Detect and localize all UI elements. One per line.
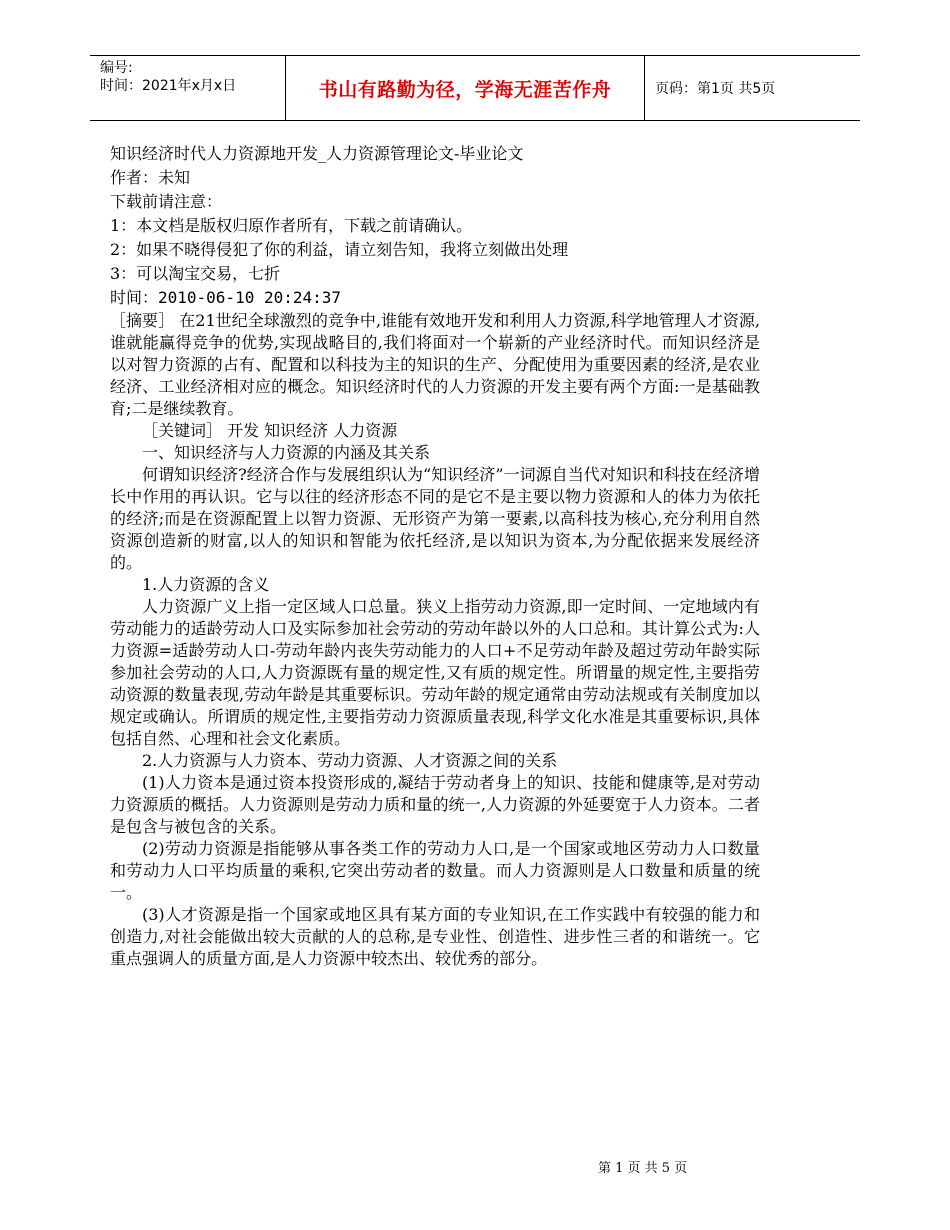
notice-item-3: 3：可以淘宝交易，七折	[110, 264, 281, 283]
subsection2-paragraph-2: (2)劳动力资源是指能够从事各类工作的劳动力人口,是一个国家或地区劳动力人口数量和劳动力人口平均质量的乘积,它突出劳动者的数量。而人力资源则是人口数量和质量的统一。	[110, 839, 760, 902]
keywords-line: ［关键词］ 开发 知识经济 人力资源	[142, 421, 398, 440]
subsection2-heading: 2.人力资源与人力资本、劳动力资源、人才资源之间的关系	[142, 751, 558, 770]
section1-heading: 一、知识经济与人力资源的内涵及其关系	[142, 443, 431, 462]
notice-item-1: 1：本文档是版权归原作者所有，下载之前请确认。	[110, 216, 473, 235]
page-header	[90, 55, 860, 121]
motto-text: 书山有路勤为径，学海无涯苦作舟	[318, 78, 612, 101]
notice-heading: 下载前请注意：	[110, 192, 223, 211]
document-author: 作者：未知	[110, 168, 191, 187]
subsection2-paragraph-1: (1)人力资本是通过资本投资形成的,凝结于劳动者身上的知识、技能和健康等,是对劳动力资源质的概括。人力资源则是劳动力质和量的统一,人力资源的外延要宽于人力资本。二者是包含与被包含的关系。	[110, 773, 760, 836]
serial-label: 编号:	[100, 60, 133, 76]
document-body	[110, 142, 760, 970]
document-title: 知识经济时代人力资源地开发_人力资源管理论文-毕业论文	[110, 144, 524, 163]
subsection1-paragraph: 人力资源广义上指一定区域人口总量。狭义上指劳动力资源,即一定时间、一定地域内有劳动能力的适龄劳动人口及实际参加社会劳动的劳动年龄以外的人口总和。其计算公式为:人力资源=适龄劳动人口-劳动年龄内丧失劳动能力的人口+不足劳动年龄及超过劳动年龄实际参加社会劳动的人口,人力资源既有量的规定性,又有质的规定性。所谓量的规定性,主要指劳动资源的数量表现,劳动年龄是其重要标识。劳动年龄的规定通常由劳动法规或有关制度加以规定或确认。所谓质的规定性,主要指劳动力资源质量表现,科学文化水准是其重要标识,具体包括自然、心理和社会文化素质。	[110, 597, 760, 748]
header-left-cell	[90, 56, 285, 120]
page-footer	[598, 1157, 687, 1176]
subsection1-heading: 1.人力资源的含义	[142, 575, 270, 594]
header-page-cell	[645, 56, 860, 120]
header-motto-cell	[285, 56, 645, 120]
document-time: 时间：2010-06-10 20:24:37	[110, 288, 342, 307]
notice-item-2: 2：如果不晓得侵犯了你的利益，请立刻告知，我将立刻做出处理	[110, 240, 569, 259]
section1-paragraph: 何谓知识经济?经济合作与发展组织认为“知识经济”一词源自当代对知识和科技在经济增长中作用的再认识。它与以往的经济形态不同的是它不是主要以物力资源和人的体力为依托的经济;而是在资源配置上以智力资源、无形资产为第一要素,以高科技为核心,充分利用自然资源创造新的财富,以人的知识和智能为依托经济,是以知识为资本,为分配依据来发展经济的。	[110, 465, 760, 572]
document-meta	[110, 142, 760, 310]
time-label: 时间：2021年x月x日	[100, 78, 237, 94]
abstract-paragraph: ［摘要］ 在21世纪全球激烈的竞争中,谁能有效地开发和利用人力资源,科学地管理人才资源,谁就能赢得竞争的优势,实现战略目的,我们将面对一个崭新的产业经济时代。而知识经济是以对智力资源的占有、配置和以科技为主的知识的生产、分配使用为重要因素的经济,是农业经济、工业经济相对应的概念。知识经济时代的人力资源的开发主要有两个方面:一是基础教育;二是继续教育。	[110, 311, 760, 418]
page-info: 页码：第1页 共5页	[655, 81, 776, 97]
footer-page-number: 第 1 页 共 5 页	[598, 1161, 688, 1176]
subsection2-paragraph-3: (3)人才资源是指一个国家或地区具有某方面的专业知识,在工作实践中有较强的能力和创造力,对社会能做出较大贡献的人的总称,是专业性、创造性、进步性三者的和谐统一。它重点强调人的质量方面,是人力资源中较杰出、较优秀的部分。	[110, 905, 760, 968]
